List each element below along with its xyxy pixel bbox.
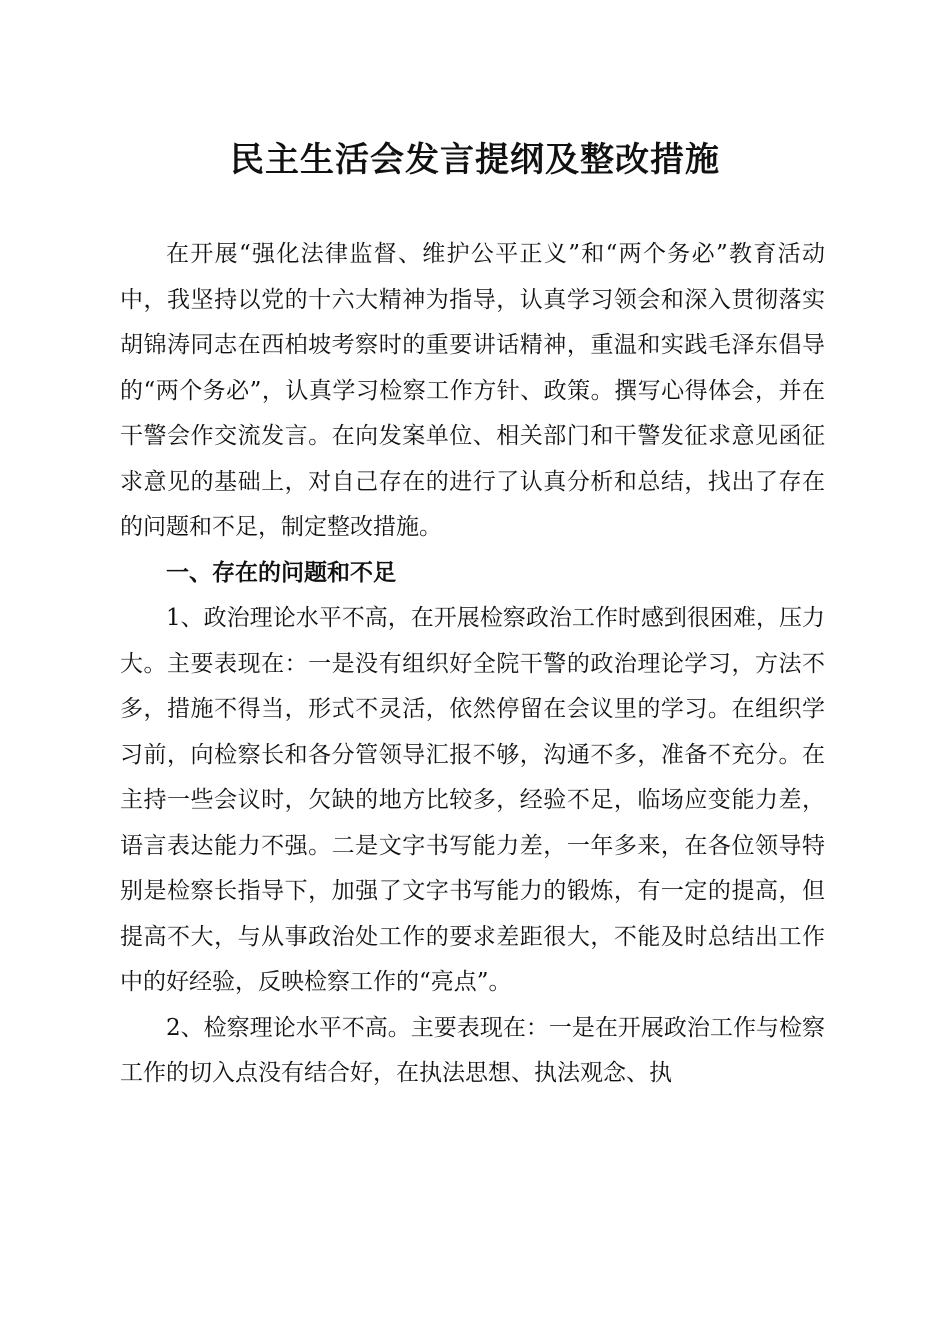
document-title: 民主生活会发言提纲及整改措施 xyxy=(230,140,720,180)
intro-paragraph: 在开展“强化法律监督、维护公平正义”和“两个务必”教育活动中，我坚持以党的十六大精神为指导，认真学习领会和深入贯彻落实胡锦涛同志在西柏坡考察时的重要讲话精神，重温和实践毛泽东倡导的“两个务必”，认真学习检察工作方针、政策。撰写心得体会，并在干警会作交流发言。在向发案单位、相关部门和干警发征求意见函征求意见的基础上，对自己存在的进行了认真分析和总结，找出了存在的问题和不足，制定整改措施。 xyxy=(120,241,825,540)
problem-item-1: 1、政治理论水平不高，在开展检察政治工作时感到很困难，压力大。主要表现在：一是没有组织好全院干警的政治理论学习，方法不多，措施不得当，形式不灵活，依然停留在会议里的学习。在组织学习前，向检察长和各分管领导汇报不够，沟通不多，准备不充分。在主持一些会议时，欠缺的地方比较多，经验不足，临场应变能力差，语言表达能力不强。二是文字书写能力差，一年多来，在各位领导特别是检察长指导下，加强了文字书写能力的锻炼，有一定的提高，但提高不大，与从事政治处工作的要求差距很大，不能及时总结出工作中的好经验，反映检察工作的“亮点”。 xyxy=(120,605,825,995)
document-body xyxy=(120,232,825,1097)
problem-item-2: 2、检察理论水平不高。主要表现在：一是在开展政治工作与检察工作的切入点没有结合好，在执法思想、执法观念、执 xyxy=(120,1014,825,1086)
section-heading-problems: 一、存在的问题和不足 xyxy=(166,559,396,586)
